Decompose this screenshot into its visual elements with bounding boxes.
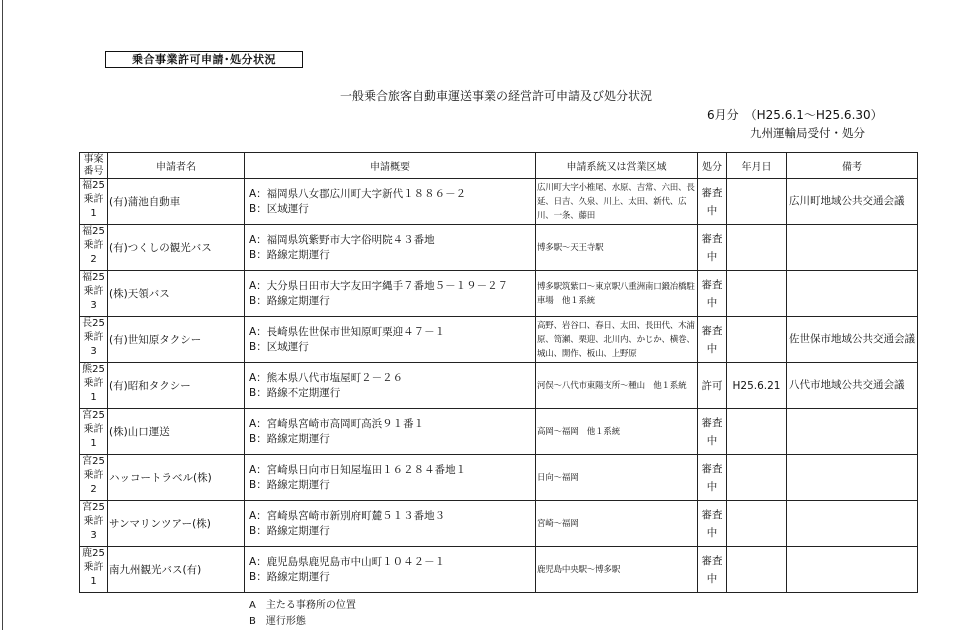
summary-cell (245, 501, 536, 547)
status-part: 審査 (701, 462, 723, 475)
header-route: 申請系統又は営業区域 (536, 153, 698, 179)
status-part: 審査 (701, 186, 723, 199)
date-cell (727, 409, 787, 455)
permit-table (79, 152, 918, 593)
summary-operation: B：路線定期運行 (249, 248, 330, 261)
header-no-line2: 番号 (83, 165, 104, 177)
case-number-part: 福25 (82, 226, 105, 237)
header-no (80, 153, 108, 179)
case-number-part: 宮25 (82, 502, 105, 513)
office-label: 九州運輸局受付・処分 (750, 126, 865, 140)
status-part: 審査 (701, 508, 723, 521)
summary-cell (245, 409, 536, 455)
applicant-cell: 南九州観光バス(有) (108, 547, 245, 593)
date-cell (727, 271, 787, 317)
case-number-cell (80, 363, 108, 409)
case-number-part: 1 (90, 208, 97, 219)
status-part: 中 (706, 342, 718, 355)
table-row (80, 317, 918, 363)
status-part: 中 (706, 572, 718, 585)
date-cell (727, 547, 787, 593)
status-part: 中 (706, 480, 718, 493)
case-number-part: 乗許 (83, 332, 104, 343)
table-row (80, 409, 918, 455)
summary-operation: B：区域運行 (249, 340, 309, 353)
applicant-cell: ハッコートラベル(株) (108, 455, 245, 501)
table-row (80, 455, 918, 501)
case-number-part: 長25 (82, 318, 105, 329)
summary-cell (245, 179, 536, 225)
route-cell: 広川町大字小椎尾、水原、吉常、六田、長延、日吉、久泉、川上、太田、新代、広川、一条、藤田 (536, 179, 698, 225)
case-number-cell (80, 271, 108, 317)
summary-cell (245, 271, 536, 317)
summary-cell (245, 317, 536, 363)
case-number-part: 乗許 (83, 286, 104, 297)
table-row (80, 271, 918, 317)
table-row (80, 363, 918, 409)
note-cell (787, 225, 918, 271)
date-cell: H25.6.21 (727, 363, 787, 409)
header-date: 年月日 (727, 153, 787, 179)
legend-b: B 運行形態 (249, 616, 306, 627)
summary-operation: B：区域運行 (249, 202, 309, 215)
summary-cell (245, 547, 536, 593)
status-part: 審査 (701, 232, 723, 245)
summary-office: A：宮崎県宮崎市新別府町麓５１３番地３ (249, 509, 446, 522)
route-cell: 高野、岩谷口、春日、太田、長田代、木浦原、笥瀬、栗迎、北川内、かじか、横巻、城山、開作、板山、上野原 (536, 317, 698, 363)
note-cell: 八代市地域公共交通会議 (787, 363, 918, 409)
summary-office: A：宮崎県宮崎市高岡町高浜９１番１ (249, 417, 425, 430)
summary-cell (245, 225, 536, 271)
note-cell (787, 271, 918, 317)
header-summary: 申請概要 (245, 153, 536, 179)
case-number-part: 3 (90, 300, 97, 311)
route-cell: 日向～福岡 (536, 455, 698, 501)
status-cell (698, 409, 727, 455)
status-part: 審査 (701, 554, 723, 567)
note-cell (787, 409, 918, 455)
summary-operation: B：路線定期運行 (249, 478, 330, 491)
case-number-part: 乗許 (83, 516, 104, 527)
main-title: 一般乗合旅客自動車運送事業の経営許可申請及び処分状況 (340, 89, 653, 103)
date-cell (727, 225, 787, 271)
status-part: 中 (706, 204, 718, 217)
summary-office: A：熊本県八代市塩屋町２－２６ (249, 371, 404, 384)
route-cell: 宮崎～福岡 (536, 501, 698, 547)
header-no-line1: 事案 (83, 153, 104, 165)
note-cell: 佐世保市地域公共交通会議 (787, 317, 918, 363)
case-number-part: 乗許 (83, 470, 104, 481)
summary-office: A：大分県日田市大字友田字縄手７番地５－１９－２７ (249, 279, 509, 292)
summary-office: A：福岡県八女郡広川町大字新代１８８６－２ (249, 187, 467, 200)
status-cell (698, 547, 727, 593)
applicant-cell: サンマリンツアー(株) (108, 501, 245, 547)
case-number-part: 2 (90, 254, 97, 265)
header-applicant: 申請者名 (108, 153, 245, 179)
table-row (80, 501, 918, 547)
case-number-part: 1 (90, 576, 97, 587)
status-cell (698, 225, 727, 271)
table-row (80, 225, 918, 271)
applicant-cell: (有)つくしの観光バス (108, 225, 245, 271)
applicant-cell: (有)蒲池自動車 (108, 179, 245, 225)
table-header-row (80, 153, 918, 179)
case-number-part: 乗許 (83, 562, 104, 573)
date-cell (727, 179, 787, 225)
status-cell (698, 179, 727, 225)
case-number-cell (80, 455, 108, 501)
summary-operation: B：路線定期運行 (249, 570, 330, 583)
status-part: 許可 (701, 379, 723, 392)
status-part: 審査 (701, 278, 723, 291)
summary-operation: B：路線定期運行 (249, 524, 330, 537)
route-cell: 河俣～八代市東陽支所～種山 他１系統 (536, 363, 698, 409)
status-part: 中 (706, 434, 718, 447)
summary-office: A：福岡県筑紫野市大字俗明院４３番地 (249, 233, 435, 246)
applicant-cell: (株)天領バス (108, 271, 245, 317)
status-part: 審査 (701, 324, 723, 337)
summary-office: A：宮崎県日向市日知屋塩田１６２８４番地１ (249, 463, 467, 476)
date-cell (727, 455, 787, 501)
status-cell (698, 271, 727, 317)
table-row (80, 179, 918, 225)
status-part: 審査 (701, 416, 723, 429)
case-number-part: 1 (90, 438, 97, 449)
header-note: 備考 (787, 153, 918, 179)
date-cell (727, 317, 787, 363)
note-cell: 広川町地域公共交通会議 (787, 179, 918, 225)
note-cell (787, 501, 918, 547)
table-body (80, 179, 918, 593)
applicant-cell: (有)昭和タクシー (108, 363, 245, 409)
status-cell (698, 501, 727, 547)
case-number-part: 乗許 (83, 240, 104, 251)
case-number-part: 福25 (82, 180, 105, 191)
case-number-part: 宮25 (82, 456, 105, 467)
case-number-part: 熊25 (82, 364, 105, 375)
summary-office: A：長崎県佐世保市世知原町栗迎４７－１ (249, 325, 446, 338)
summary-operation: B：路線不定期運行 (249, 386, 341, 399)
route-cell: 博多駅筑紫口～東京駅八重洲南口鍛冶橋駐車場 他１系統 (536, 271, 698, 317)
applicant-cell: (株)山口運送 (108, 409, 245, 455)
case-number-part: 乗許 (83, 378, 104, 389)
route-cell: 博多駅～天王寺駅 (536, 225, 698, 271)
status-part: 中 (706, 296, 718, 309)
date-cell (727, 501, 787, 547)
table-row (80, 547, 918, 593)
case-number-cell (80, 547, 108, 593)
case-number-cell (80, 317, 108, 363)
summary-cell (245, 455, 536, 501)
case-number-part: 1 (90, 392, 97, 403)
case-number-cell (80, 501, 108, 547)
summary-cell (245, 363, 536, 409)
status-cell (698, 363, 727, 409)
summary-operation: B：路線定期運行 (249, 294, 330, 307)
status-cell (698, 455, 727, 501)
case-number-part: 福25 (82, 272, 105, 283)
case-number-part: 3 (90, 346, 97, 357)
case-number-cell (80, 225, 108, 271)
section-title: 乗合事業許可申請･処分状況 (105, 51, 303, 68)
applicant-cell: (有)世知原タクシー (108, 317, 245, 363)
note-cell (787, 547, 918, 593)
summary-office: A：鹿児島県鹿児島市中山町１０４２－１ (249, 555, 446, 568)
case-number-part: 3 (90, 530, 97, 541)
status-part: 中 (706, 250, 718, 263)
case-number-part: 乗許 (83, 194, 104, 205)
header-status: 処分 (698, 153, 727, 179)
case-number-part: 鹿25 (82, 548, 105, 559)
route-cell: 高岡～福岡 他１系統 (536, 409, 698, 455)
case-number-part: 2 (90, 484, 97, 495)
status-part: 中 (706, 526, 718, 539)
case-number-cell (80, 179, 108, 225)
status-cell (698, 317, 727, 363)
case-number-part: 宮25 (82, 410, 105, 421)
period-label: 6月分 （H25.6.1～H25.6.30） (707, 108, 883, 122)
legend-a: A 主たる事務所の位置 (249, 600, 356, 611)
case-number-cell (80, 409, 108, 455)
note-cell (787, 455, 918, 501)
case-number-part: 乗許 (83, 424, 104, 435)
route-cell: 鹿児島中央駅～博多駅 (536, 547, 698, 593)
summary-operation: B：路線定期運行 (249, 432, 330, 445)
page-left-border (2, 0, 3, 630)
